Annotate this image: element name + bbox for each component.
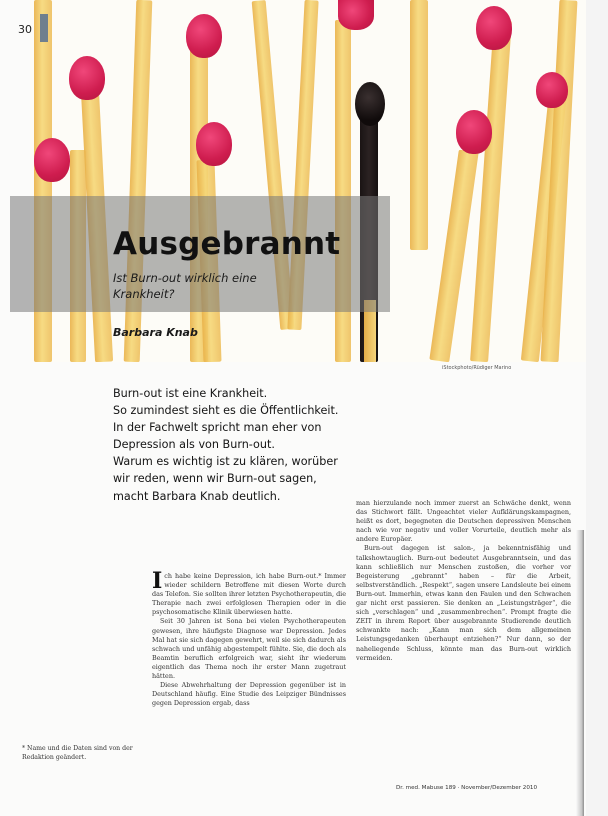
page-footer: Dr. med. Mabuse 189 · November/Dezember 2010 (396, 785, 538, 791)
body-paragraph: Seit 30 Jahren ist Sona bei vielen Psychotherapeuten gewesen, ihre häufigste Diagnose war Depression. Jedes Mal hat sie sich dagegen gewehrt, weil sie sich dadurch als schwach und unfähig abgestempelt fühlte. Sie, die doch als Beamtin beruflich erfolgreich war, sieht ihr wiederum eigentlich das Thema noch ihr erster Mann zugetraut hätten. (152, 617, 346, 681)
photo-credit: iStockphoto/Rüdiger Marino (442, 365, 512, 371)
burnt-match-head (355, 82, 385, 126)
match-head (186, 14, 222, 58)
lead-line: In der Fachwelt spricht man eher von (113, 421, 322, 435)
article-lead (113, 385, 393, 505)
drop-cap: I (152, 568, 163, 594)
page-section-tab (40, 14, 48, 42)
match-head (34, 138, 70, 182)
body-column-right (356, 499, 571, 663)
page-number: 30 (18, 23, 32, 36)
lead-line: Warum es wichtig ist zu klären, worüber (113, 455, 338, 469)
match-head (69, 56, 105, 100)
body-column-left (152, 568, 346, 708)
lead-line: Burn-out ist eine Krankheit. (113, 387, 268, 400)
match-head (476, 6, 512, 50)
article-subtitle: Ist Burn-out wirklich eine Krankheit? (113, 271, 257, 301)
match-head (338, 0, 374, 30)
lead-line: Depression als von Burn-out. (113, 438, 275, 452)
matchstick (410, 0, 428, 250)
article-title: Ausgebrannt (113, 226, 341, 262)
match-head (456, 110, 492, 154)
article-author: Barbara Knab (113, 326, 198, 339)
body-paragraph: Diese Abwehrhaltung der Depression gegenüber ist in Deutschland häufig. Eine Studie des Leipziger Bündnisses gegen Depression ergab, dass (152, 681, 346, 708)
page-edge (586, 0, 608, 816)
match-head (536, 72, 568, 108)
matchstick (470, 20, 512, 362)
match-head (196, 122, 232, 166)
page-spine-shadow (576, 530, 584, 816)
body-paragraph: Burn-out dagegen ist salon-, ja bekenntnisfähig und talkshowtauglich. Burn-out bedeutet Ausgebranntsein, und das kann schließlich nur Menschen zustoßen, die vorher vor Begeisterung „gebrannt“ haben – für die Arbeit, selbstverständlich. „Respekt“, sagen unsere Landsleute bei einem Burn-out. Immerhin, etwas kann den Faulen und den Schwachen gar nicht erst passieren. Sie denken an „Leistungsträger“, die sich „verschlagen“ und „zusammenbrechen“. Prompt fragte die ZEIT in ihrem Report über ausgebrannte Studierende deutlich schwankte nach: „Kann man sich dem allgemeinen Leistungsgedanken überhaupt entziehen?“ Nur dann, so der naheliegende Schluss, könnte man das Burn-out wirklich vermeiden. (356, 544, 571, 662)
lead-line: So zumindest sieht es die Öffentlichkeit. (113, 404, 339, 418)
body-paragraph: man hierzulande noch immer zuerst an Schwäche denkt, wenn das Stichwort fällt. Ungeachtet vieler Aufklärungskampagnen, heißt es dort, begegneten die Deutschen depressiven Menschen nach wie vor negativ und voller Vorurteile, deutlich mehr als andere Europäer. (356, 499, 571, 544)
lead-line: wir reden, wenn wir Burn-out sagen, (113, 472, 317, 486)
body-paragraph: Ich habe keine Depression, ich habe Burn-out.* Immer wieder schildern Betroffene mit diesen Worte durch das Telefon. Sie sollten ihrer letzten Psychotherapeutin, die Therapie nach zwei erfolglosen Therapien oder in die psychosomatische Klinik überwiesen hatte. (152, 568, 346, 617)
lead-line: macht Barbara Knab deutlich. (113, 489, 281, 503)
footnote: * Name und die Daten sind von der Redaktion geändert. (22, 745, 133, 761)
